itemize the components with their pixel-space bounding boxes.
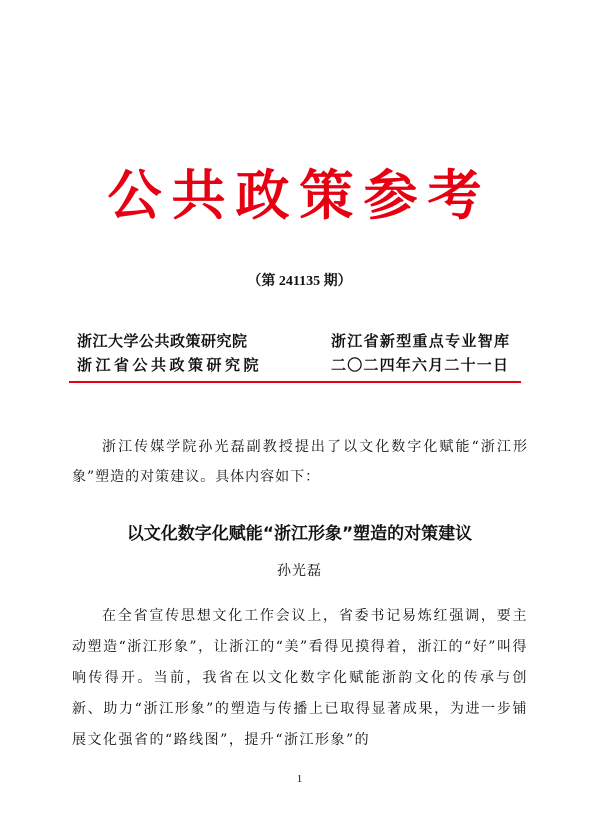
article-title: 以文化数字化赋能“浙江形象”塑造的对策建议 xyxy=(126,524,473,544)
page-number: 1 xyxy=(296,773,303,785)
intro-paragraph: 浙江传媒学院孙光磊副教授提出了以文化数字化赋能“浙江形象”塑造的对策建议。具体内容如下： xyxy=(72,439,528,485)
masthead-title: 公共政策参考 xyxy=(107,163,492,227)
publisher-line-2: 浙江省公共政策研究院 xyxy=(77,356,263,374)
publisher-line-1: 浙江大学公共政策研究院 xyxy=(77,332,248,350)
header-divider xyxy=(69,381,521,383)
think-tank-label: 浙江省新型重点专业智库 xyxy=(331,332,511,350)
body-paragraph: 在全省宣传思想文化工作会议上，省委书记易炼红强调，要主动塑造“浙江形象”，让浙江的“美”看得见摸得着，浙江的“好”叫得响传得开。当前，我省在以文化数字化赋能浙韵文化的传承与创新、助力“浙江形象”的塑造与传播上已取得显著成果，为进一步铺展文化强省的“路线图”，提升“浙江形象”的 xyxy=(72,608,528,748)
issue-number: （第 241135 期） xyxy=(247,274,352,289)
article-author: 孙光磊 xyxy=(277,563,322,579)
issue-date: 二〇二四年六月二十一日 xyxy=(331,356,510,374)
